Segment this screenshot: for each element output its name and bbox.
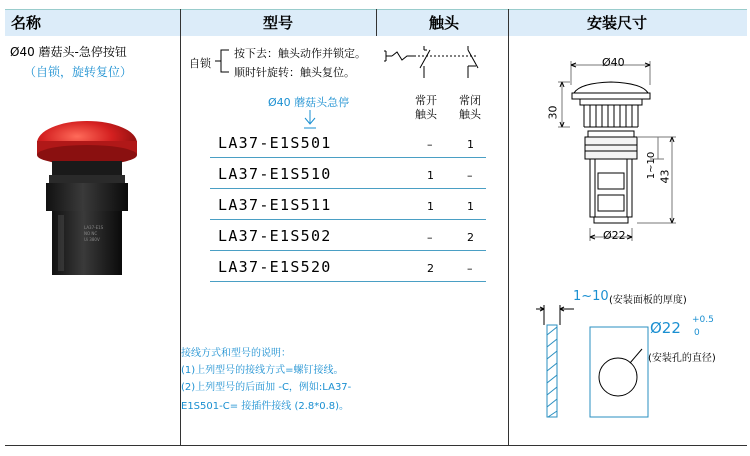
header-contact: 触头 xyxy=(429,14,460,32)
svg-text:Ui 380V: Ui 380V xyxy=(84,237,100,242)
row-4-no: – xyxy=(427,231,433,244)
header-size: 安装尺寸 xyxy=(587,14,648,32)
row-2-no: 1 xyxy=(427,169,434,182)
hole-tol-zero: 0 xyxy=(694,328,700,338)
table-bottom-border xyxy=(5,445,747,446)
row-5-nc: – xyxy=(467,262,473,275)
bracket-icon xyxy=(213,46,233,76)
lock-desc-line2: 顺时针旋转：触头复位。 xyxy=(234,66,355,79)
row-3-no: 1 xyxy=(427,200,434,213)
model-row-5: LA37-E1S520 xyxy=(218,258,332,276)
emergency-stop-button-photo xyxy=(28,115,146,285)
row-1-no: – xyxy=(427,138,433,151)
svg-text:LA37-E1S: LA37-E1S xyxy=(84,225,104,230)
lock-label: 自锁 xyxy=(189,57,211,70)
model-row-2: LA37-E1S510 xyxy=(218,165,332,183)
hole-dia: Ø22 xyxy=(650,319,681,337)
column-divider xyxy=(508,9,509,446)
dim-base-dia: Ø22 xyxy=(603,229,626,242)
hole-note: (安装孔的直径) xyxy=(648,353,716,364)
header-model: 型号 xyxy=(263,14,294,32)
model-row-1: LA37-E1S501 xyxy=(218,134,332,152)
product-feature: （自锁，旋转复位） xyxy=(24,65,133,79)
model-row-3: LA37-E1S511 xyxy=(218,196,332,214)
dimension-drawing xyxy=(540,55,690,250)
row-4-nc: 2 xyxy=(467,231,474,244)
panel-note: (安装面板的厚度) xyxy=(609,295,687,306)
row-separator xyxy=(210,250,486,251)
panel-range-label: 1~10 xyxy=(573,289,609,304)
row-separator xyxy=(210,157,486,158)
svg-text:NO NC: NO NC xyxy=(84,231,98,236)
dim-panel-range: 1~10 xyxy=(646,151,658,180)
column-divider xyxy=(376,9,377,36)
lock-desc-line1: 按下去：触头动作并锁定。 xyxy=(234,47,366,60)
row-separator xyxy=(210,188,486,189)
dim-top-dia: Ø40 xyxy=(602,56,625,69)
contact-header-no: 常开 触头 xyxy=(415,94,437,121)
model-series-header: Ø40 蘑菇头急停 xyxy=(268,96,350,109)
dim-total-height: 43 xyxy=(658,169,672,184)
panel-hole-drawing xyxy=(530,295,650,420)
dim-head-height: 30 xyxy=(546,105,560,120)
row-5-no: 2 xyxy=(427,262,434,275)
row-2-nc: – xyxy=(467,169,473,182)
notes-line3: E1S501-C= 接插件接线 (2.8*0.8)。 xyxy=(181,401,350,412)
header-name: 名称 xyxy=(11,14,42,32)
arrow-down-icon xyxy=(303,109,317,129)
notes-line1: (1)上列型号的接线方式=螺钉接线。 xyxy=(181,365,344,376)
contact-header-nc: 常闭 触头 xyxy=(459,94,481,121)
notes-line2: (2)上列型号的后面加 -C，例如:LA37- xyxy=(181,382,352,393)
contact-symbol-diagram xyxy=(382,42,492,88)
row-3-nc: 1 xyxy=(467,200,474,213)
hole-tol-plus: +0.5 xyxy=(692,315,714,325)
row-separator xyxy=(210,281,486,282)
product-name: Ø40 蘑菇头-急停按钮 xyxy=(10,45,127,59)
row-1-nc: 1 xyxy=(467,138,474,151)
model-row-4: LA37-E1S502 xyxy=(218,227,332,245)
row-separator xyxy=(210,219,486,220)
notes-title: 接线方式和型号的说明： xyxy=(181,348,291,359)
